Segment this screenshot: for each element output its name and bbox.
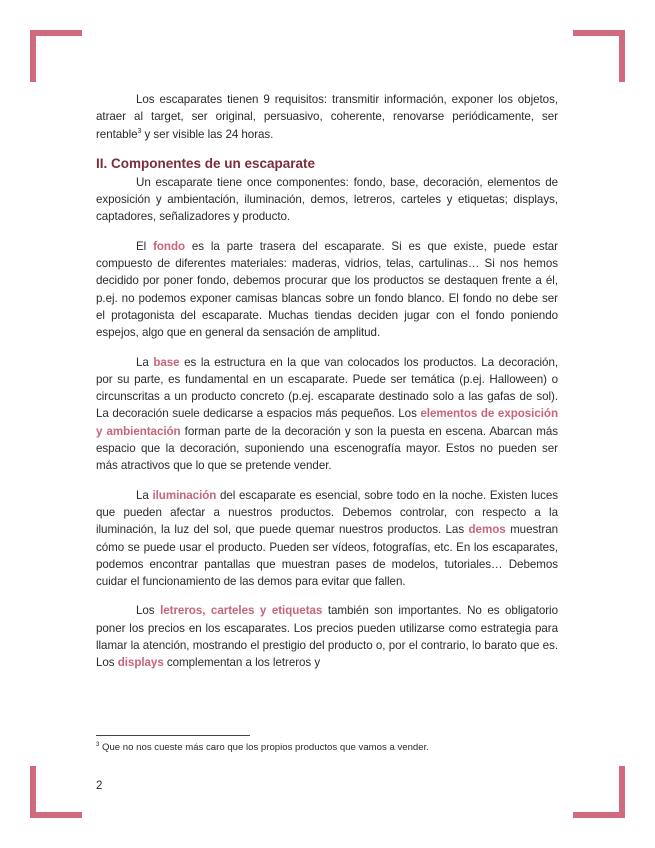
footnote-text: Que no nos cueste más caro que los propios productos que vamos a vender. bbox=[99, 742, 429, 753]
paragraph-componentes: Un escaparate tiene once componentes: fondo, base, decoración, elementos de exposición y ambientación, iluminación, demos, letreros, carteles y etiquetas; displays, captadores, señalizadores y producto. bbox=[96, 175, 558, 224]
footnote-divider bbox=[96, 735, 250, 736]
paragraph-requisitos bbox=[96, 91, 558, 143]
paragraph-iluminacion: La iluminación del escaparate es esencial, sobre todo en la noche. Existen luces que pueden afectar a nuestros productos. Debemos controlar, con respecto a la iluminación, la luz del sol, que puede quemar nuestros productos. Las demos muestran cómo se puede usar el producto. Pueden ser vídeos, fotografías, etc. En los escaparates, podemos encontrar pantallas que muestran pases de modelos, tutoriales… Debemos cuidar el funcionamiento de las demos para evitar que fallen. bbox=[96, 488, 558, 589]
highlight-term: fondo bbox=[153, 239, 186, 253]
paragraph-text: y ser visible las 24 horas. bbox=[141, 127, 274, 141]
footnote bbox=[96, 741, 558, 754]
section-heading: II. Componentes de un escaparate bbox=[96, 155, 316, 171]
paragraph-text: Los escaparates tienen 9 requisitos: transmitir información, exponer los objetos, atraer al target, ser original, persuasivo, coherente, renovarse periódicamente, ser rentable bbox=[96, 93, 558, 141]
footnote-number: 3 bbox=[96, 741, 100, 748]
paragraph-fondo: El fondo es la parte trasera del escaparate. Si es que existe, puede estar compuesto de diferentes materiales: maderas, vidrios, telas, cartulinas… Si nos hemos decidido por poner fondo, debemos procurar que los productos se destaquen frente a él, p.ej. no podemos exponer camisas blancas sobre un fondo blanco. El fondo no debe ser el protagonista del escaparate. Muchas tiendas deciden jugar con el fondo poniendo espejos, algo que en general da sensación de amplitud. bbox=[96, 239, 558, 340]
highlight-term: elementos de exposición y ambientación bbox=[96, 407, 558, 438]
highlight-term: demos bbox=[468, 523, 506, 537]
footnote-reference: 3 bbox=[137, 127, 142, 135]
highlight-term: letreros, carteles y etiquetas bbox=[160, 604, 323, 618]
corner-mark-bottom-right bbox=[573, 766, 625, 818]
corner-mark-bottom-left bbox=[30, 766, 82, 818]
paragraph-base: La base es la estructura en la que van colocados los productos. La decoración, por su parte, es fundamental en un escaparate. Puede ser temática (p.ej. Halloween) o circunscritas a un producto concreto (p.ej. escaparate destinado solo a las gafas de sol). La decoración suele dedicarse a espacios más pequeños. Los elementos de exposición y ambientación forman parte de la decoración y son la puesta en escena. Abarcan más espacio que la decoración, suponiendo una escenografía mayor. Estos no pueden ser más atractivos que lo que se pretende vender. bbox=[96, 355, 559, 473]
page-number: 2 bbox=[96, 780, 103, 792]
corner-mark-top-left bbox=[30, 30, 82, 82]
highlight-term: displays bbox=[117, 656, 164, 670]
page-content bbox=[96, 91, 558, 684]
corner-mark-top-right bbox=[573, 30, 625, 82]
paragraph-letreros: Los letreros, carteles y etiquetas también son importantes. No es obligatorio poner los precios en los escaparates. Los precios pueden utilizarse como estrategia para llamar la atención, mostrando el prestigio del producto o, por el contrario, lo barato que es. Los displays complementan a los letreros y bbox=[96, 604, 558, 670]
highlight-term: iluminación bbox=[152, 488, 217, 502]
highlight-term: base bbox=[153, 355, 180, 369]
